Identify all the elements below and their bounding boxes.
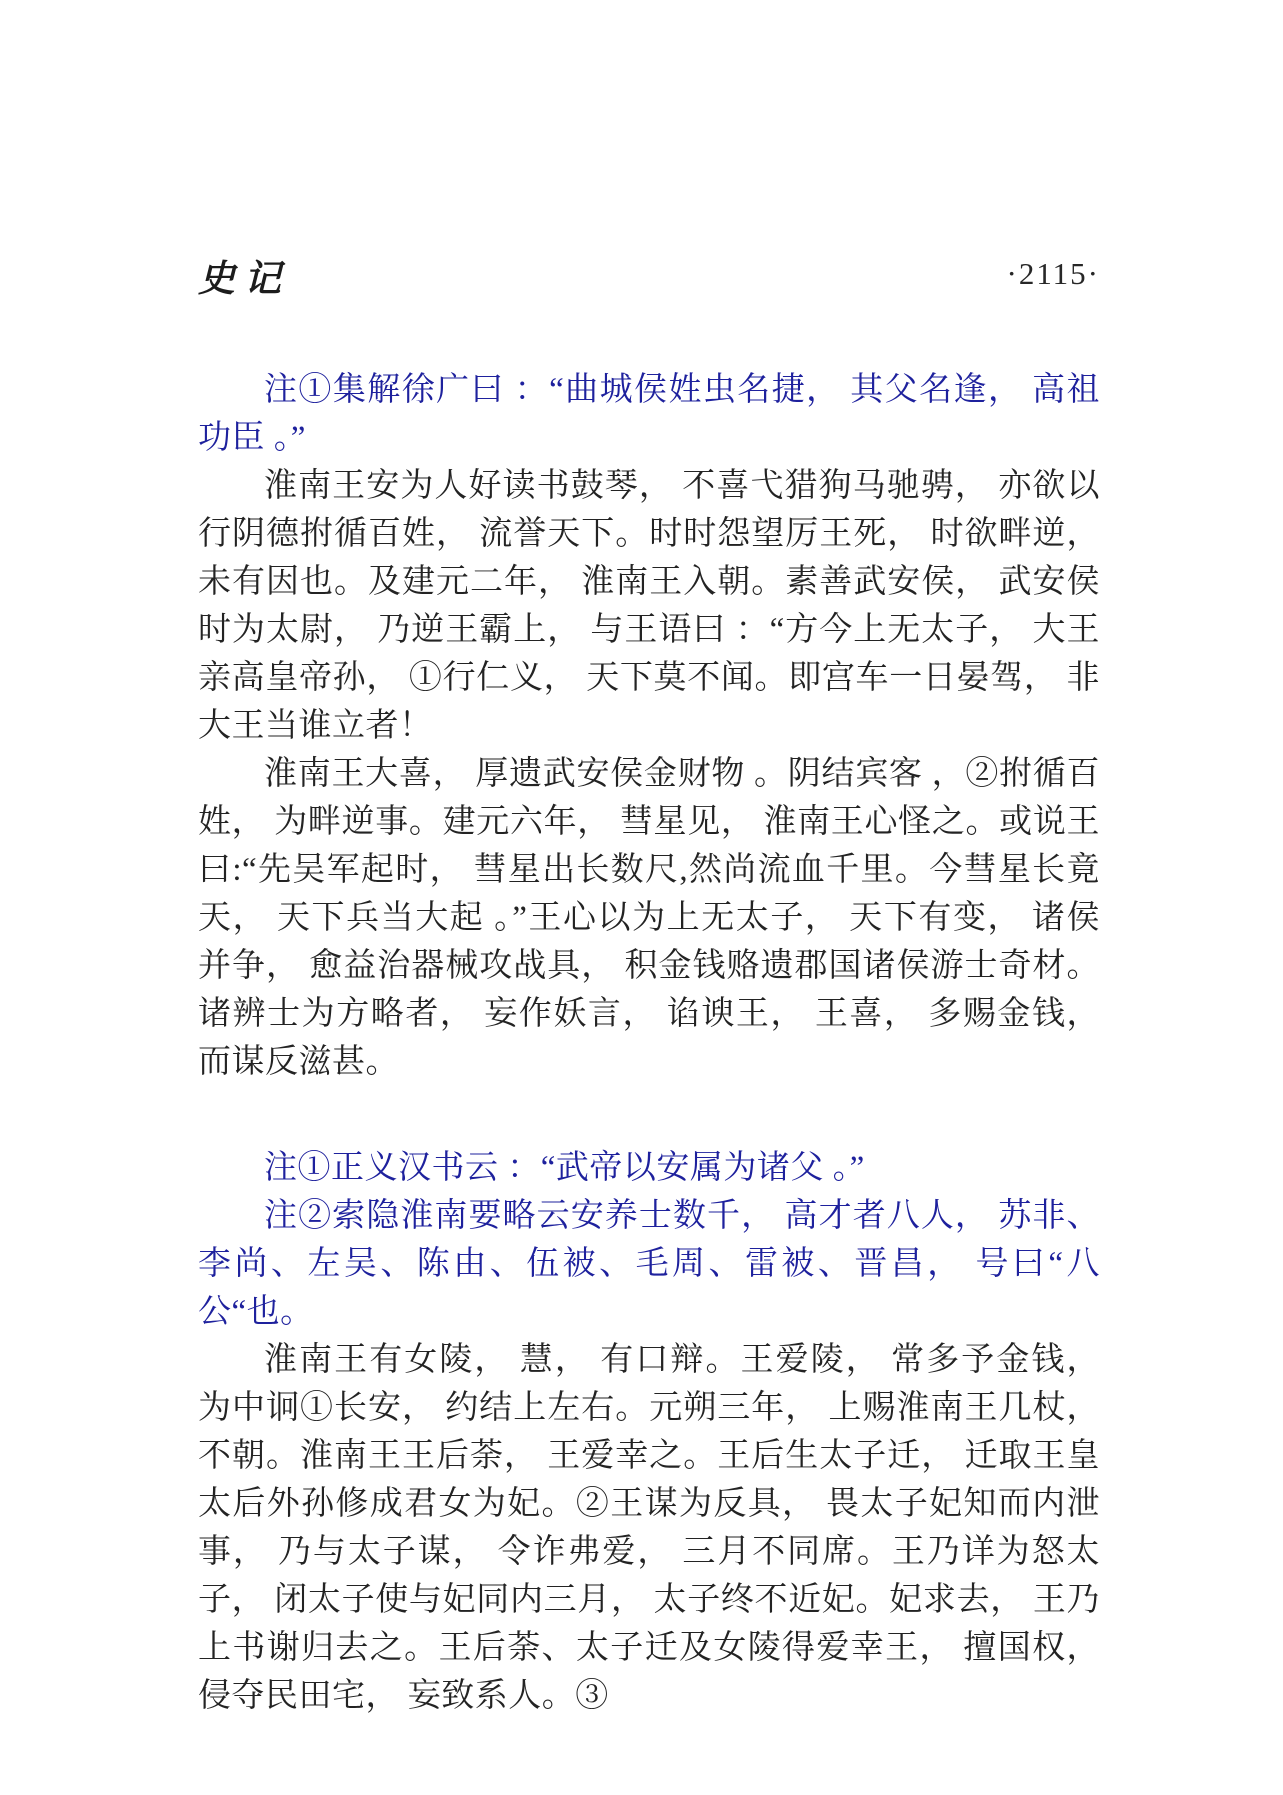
page-content <box>198 366 1100 1720</box>
page-header <box>198 248 1100 300</box>
annotation-paragraph-zhengyi: 注①正义汉书云 ：“武帝以安属为诸父 。” <box>264 1150 865 1186</box>
body-paragraph-3: 淮南王有女陵， 慧， 有口辩。王爱陵， 常多予金钱， 为中诇①长安， 约结上左右。元朔三年， 上赐淮南王几杖， 不朝。淮南王王后荼， 王爱幸之。王后生太子迁， 迁取王皇太后外孙修成君女为妃。②王谋为反具， 畏太子妃知而内泄事， 乃与太子谋， 令诈弗爱， 三月不同席。王乃详为怒太子， 闭太子使与妃同内三月， 太子终不近妃。妃求去， 王乃上书谢归去之。王后荼、太子迁及女陵得爱幸王， 擅国权， 侵夺民田宅， 妄致系人。③ <box>198 1342 1101 1714</box>
annotation-paragraph-suoyin: 注②索隐淮南要略云安养士数千， 高才者八人， 苏非、李尚、左吴、陈由、伍被、毛周、雷被、晋昌， 号曰“八公“也。 <box>198 1198 1100 1330</box>
annotation-paragraph-jijie: 注①集解徐广曰 ：“曲城侯姓虫名捷， 其父名逢， 高祖功臣 。” <box>198 372 1100 456</box>
body-paragraph-2: 淮南王大喜， 厚遗武安侯金财物 。阴结宾客 ，②拊循百姓， 为畔逆事。建元六年， 彗星见， 淮南王心怪之。或说王曰:“先吴军起时， 彗星出长数尺,然尚流血千里。今彗星长竟天， 天下兵当大起 。”王心以为上无太子， 天下有变， 诸侯并争， 愈益治器械攻战具， 积金钱赂遗郡国诸侯游士奇材。诸辨士为方略者， 妄作妖言， 谄谀王， 王喜， 多赐金钱， 而谋反滋甚。 <box>198 756 1100 1080</box>
page-number: ·2115· <box>1006 256 1100 291</box>
page-title: 史记 <box>198 259 290 300</box>
body-paragraph-1: 淮南王安为人好读书鼓琴， 不喜弋猎狗马驰骋， 亦欲以行阴德拊循百姓， 流誉天下。时时怨望厉王死， 时欲畔逆， 未有因也。及建元二年， 淮南王入朝。素善武安侯， 武安侯时为太尉， 乃逆王霸上， 与王语曰 ：“方今上无太子， 大王亲高皇帝孙， ①行仁义， 天下莫不闻。即宫车一日晏驾， 非大王当谁立者！ <box>198 468 1100 744</box>
